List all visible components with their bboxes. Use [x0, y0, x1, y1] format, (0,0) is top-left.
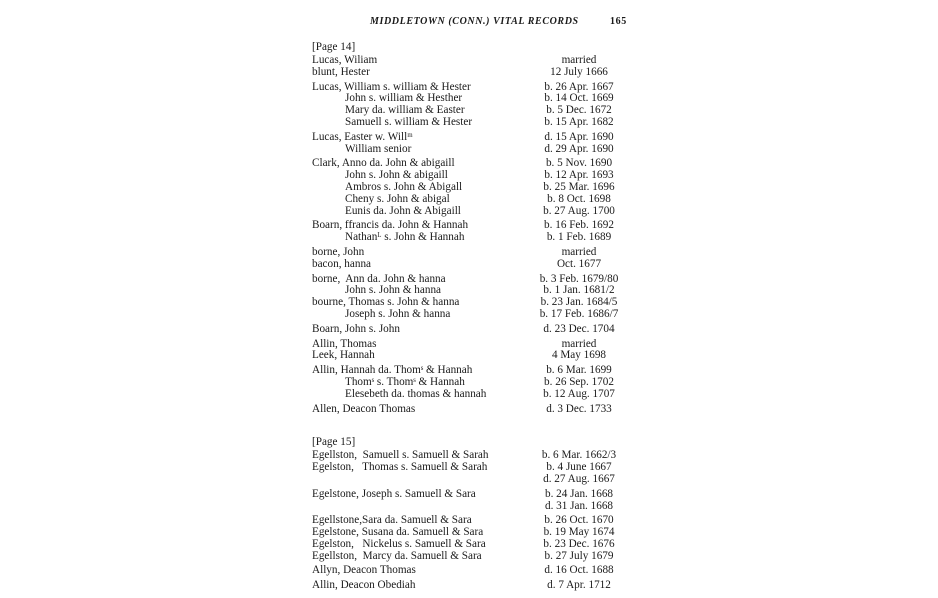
record-name: Thomˢ s. Thomˢ & Hannah [345, 375, 465, 388]
record-name: Leek, Hannah [312, 349, 375, 362]
record-date: d. 7 Apr. 1712 [547, 579, 611, 592]
record-name: Egelston, Nickelus s. Samuell & Sara [312, 537, 486, 550]
record-name: Allyn, Deacon Thomas [312, 564, 416, 577]
record-row [312, 539, 642, 551]
record-date: b. 6 Mar. 1662/3 [541, 449, 617, 462]
record-name: John s. william & Hesther [345, 92, 463, 105]
record-date: b. 3 Feb. 1679/80 [539, 272, 619, 285]
record-date: b. 6 Mar. 1699 [546, 364, 612, 377]
header-title: MIDDLETOWN (CONN.) VITAL RECORDS [370, 16, 579, 27]
record-group [312, 365, 642, 400]
record-group [312, 274, 642, 321]
record-date: b. 25 Mar. 1696 [543, 180, 615, 193]
record-row [312, 259, 642, 271]
record-date: married [561, 54, 597, 66]
record-name: Allen, Deacon Thomas [312, 402, 416, 415]
record-group [312, 220, 642, 244]
record-name: Lucas, Wiliam [312, 54, 378, 66]
page-number: 165 [610, 16, 627, 27]
record-row [312, 551, 642, 563]
record-date: d. 23 Dec. 1704 [543, 322, 615, 335]
record-date: b. 1 Jan. 1681/2 [543, 284, 615, 297]
record-group [312, 82, 642, 129]
record-date: b. 26 Oct. 1670 [544, 514, 614, 527]
record-row [312, 474, 642, 486]
record-row [312, 232, 642, 244]
record-name: Allin, Deacon Obediah [312, 579, 416, 592]
record-group [312, 450, 642, 485]
running-header [370, 16, 630, 32]
record-name: Ambros s. John & Abigall [345, 180, 463, 193]
record-group [312, 489, 642, 513]
record-row [312, 565, 642, 577]
record-date: b. 12 Aug. 1707 [543, 387, 615, 400]
record-date: d. 27 Aug. 1667 [543, 472, 615, 485]
record-row [312, 404, 642, 416]
record-row [312, 580, 642, 592]
record-name: Allin, Hannah da. Thomˢ & Hannah [312, 364, 473, 377]
record-name: Eunis da. John & Abigaill [345, 204, 461, 217]
record-date: married [561, 245, 597, 258]
record-group [312, 404, 642, 416]
record-name: Cheny s. John & abigal [345, 192, 450, 205]
record-row [312, 132, 642, 144]
record-name: Joseph s. John & hanna [345, 307, 451, 320]
record-name: Egellston, Marcy da. Samuell & Sara [312, 549, 482, 562]
record-name: borne, John [312, 245, 365, 258]
record-row [312, 377, 642, 389]
record-name: borne, Ann da. John & hanna [312, 272, 446, 285]
record-name: Elesebeth da. thomas & hannah [345, 387, 487, 400]
record-row [312, 501, 642, 513]
record-name: Egellstone,Sara da. Samuell & Sara [312, 514, 472, 527]
record-row [312, 389, 642, 401]
record-name: Egelston, Thomas s. Samuell & Sarah [312, 461, 488, 474]
record-section [312, 40, 642, 415]
record-date: b. 16 Feb. 1692 [544, 219, 614, 232]
record-name: Allin, Thomas [312, 337, 377, 350]
record-group [312, 580, 642, 592]
record-group [312, 324, 642, 336]
record-name: Egellston, Samuell s. Samuell & Sarah [312, 449, 489, 462]
record-group [312, 515, 642, 562]
record-name: John s. John & abigaill [345, 169, 448, 182]
record-date: b. 26 Apr. 1667 [544, 80, 614, 93]
record-date: b. 24 Jan. 1668 [544, 487, 614, 500]
record-date: b. 12 Apr. 1693 [544, 169, 614, 182]
record-date: d. 3 Dec. 1733 [546, 402, 612, 415]
record-name: Samuell s. william & Hester [345, 115, 473, 128]
record-row [312, 194, 642, 206]
record-row [312, 206, 642, 218]
record-date: b. 27 July 1679 [544, 549, 614, 562]
record-name: Mary da. william & Easter [345, 104, 465, 117]
record-row [312, 309, 642, 321]
record-row [312, 247, 642, 259]
record-name: blunt, Hester [312, 65, 370, 78]
record-date: b. 26 Sep. 1702 [544, 375, 614, 388]
record-group [312, 565, 642, 577]
record-date: Oct. 1677 [556, 257, 602, 270]
record-group [312, 158, 642, 217]
record-date: b. 27 Aug. 1700 [543, 204, 615, 217]
records-body [312, 40, 642, 595]
section-gap [312, 418, 642, 435]
section-label: [Page 14] [312, 41, 356, 53]
record-date: d. 15 Apr. 1690 [544, 130, 614, 143]
record-date: b. 8 Oct. 1698 [547, 192, 611, 205]
record-date: b. 23 Dec. 1676 [543, 537, 615, 550]
record-date: b. 19 May 1674 [543, 526, 615, 539]
record-date: d. 31 Jan. 1668 [544, 499, 614, 512]
record-date: 4 May 1698 [551, 349, 607, 362]
record-date: b. 15 Apr. 1682 [544, 115, 614, 128]
record-group [312, 247, 642, 271]
record-name: Boarn, John s. John [312, 322, 400, 335]
record-group [312, 339, 642, 363]
record-date: b. 4 June 1667 [546, 461, 612, 474]
record-name: William senior [345, 142, 412, 155]
record-row [312, 144, 642, 156]
record-name: Lucas, Easter w. Willᵐ [312, 130, 413, 143]
record-name: Lucas, William s. william & Hester [312, 80, 471, 93]
record-name: Nathanᴸ s. John & Hannah [345, 231, 465, 244]
record-date: b. 14 Oct. 1669 [544, 92, 614, 105]
record-name: bourne, Thomas s. John & hanna [312, 296, 460, 309]
record-name: John s. John & hanna [345, 284, 442, 297]
record-row [312, 324, 642, 336]
record-date: b. 1 Feb. 1689 [546, 231, 612, 244]
record-name: Egelstone, Susana da. Samuell & Sara [312, 526, 484, 539]
record-row [312, 182, 642, 194]
record-date: b. 5 Dec. 1672 [546, 104, 612, 117]
record-date: married [561, 337, 597, 350]
record-date: b. 17 Feb. 1686/7 [539, 307, 619, 320]
record-name: Clark, Anno da. John & abigaill [312, 157, 455, 170]
record-name: Egelstone, Joseph s. Samuell & Sara [312, 487, 476, 500]
section-label: [Page 15] [312, 436, 356, 449]
record-row [312, 489, 642, 501]
record-date: b. 5 Nov. 1690 [545, 157, 613, 170]
record-date: 12 July 1666 [550, 65, 608, 78]
record-row [312, 350, 642, 362]
record-group [312, 55, 642, 79]
record-group [312, 132, 642, 156]
record-row [312, 117, 642, 129]
record-section [312, 435, 642, 592]
record-date: b. 23 Jan. 1684/5 [540, 296, 618, 309]
record-row [312, 67, 642, 79]
record-date: d. 16 Oct. 1688 [544, 564, 614, 577]
record-name: bacon, hanna [312, 257, 372, 270]
record-date: d. 29 Apr. 1690 [544, 142, 614, 155]
record-name: Boarn, ffrancis da. John & Hannah [312, 219, 469, 232]
